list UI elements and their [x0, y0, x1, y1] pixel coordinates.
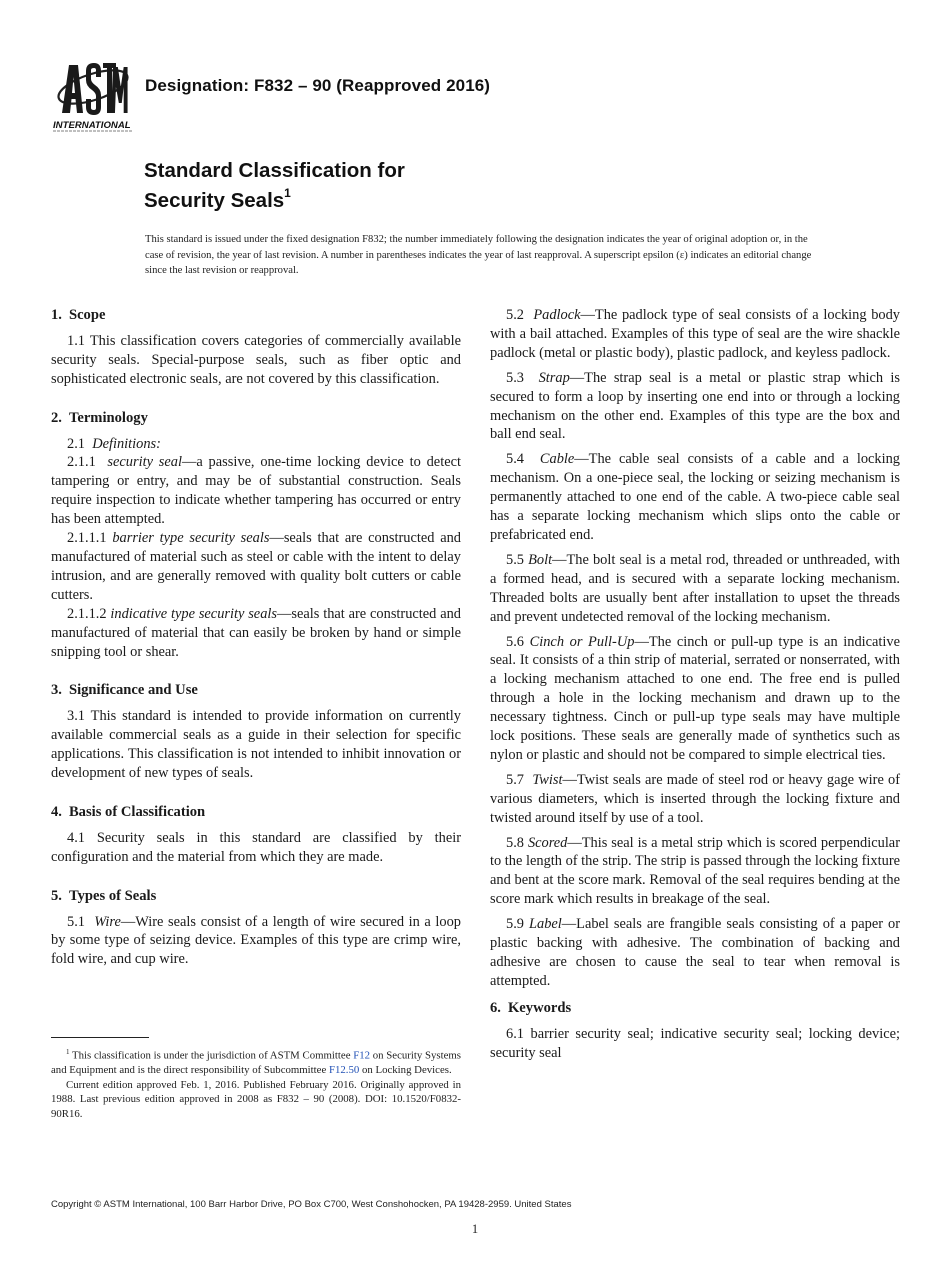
paragraph-5-3: 5.3 Strap—The strap seal is a metal or plastic strap which is secured to form a loop by inserting one end into or through a locking mechanism on the other end. Examples of this type are the box and ball end seal. [490, 369, 900, 443]
preamble: This standard is issued under the fixed designation F832; the number immediately following the designation indicates the year of original adoption or, in the case of revision, the year of last revision. A number in parentheses indicates the year of last reapproval. A superscript epsilon (ε) indicates an editorial change since the last revision or reapproval. [145, 234, 812, 276]
title-line-2: Security Seals$^1$ [144, 186, 291, 212]
committee-f12-link[interactable]: F12 [353, 1049, 371, 1062]
footnote-edition: Current edition approved Feb. 1, 2016. Published February 2016. Originally approved in 1988. Last previous edition approved in 2008 as F832 – 90 (2008). DOI: 10.1520/F0832-90R16. [51, 1078, 461, 1120]
section-heading-terminology: 2. Terminology [51, 409, 148, 426]
paragraph-3-1: 3.1 This standard is intended to provide information on currently available commercial seals as a guide in their selection for specific applications. This classification is not intended to inhibit innovation or development of new types of seals. [51, 708, 461, 782]
page-title [144, 158, 405, 213]
footnote [51, 1045, 461, 1122]
paragraph-2-1-1: 2.1.1 security seal—a passive, one-time locking device to detect tampering or entry, and may be of substantial construction. Seals require inspection to indicate whether tampering has occurred or entry has been attempted. [51, 454, 461, 528]
paragraph-5-4: 5.4 Cable—The cable seal consists of a cable and a locking mechanism. On a one-piece seal, the locking or seizing mechanism is permanently attached to one end of the cable. A two-piece cable seal has a separate locking mechanism which slips onto the cable or prefabricated end. [490, 451, 900, 543]
right-column [490, 306, 900, 1063]
paragraph-4-1: 4.1 Security seals in this standard are classified by their configuration and the material from which they are made. [51, 829, 461, 865]
section-heading-scope: 1. Scope [51, 307, 106, 323]
section-heading-basis: 4. Basis of Classification [51, 803, 206, 820]
paragraph-2-1: 2.1 Definitions: [67, 435, 161, 452]
footnote-divider [51, 1037, 149, 1038]
section-heading-keywords: 6. Keywords [490, 999, 572, 1016]
paragraph-2-1-1-2: 2.1.1.2 indicative type security seals—seals that are constructed and manufactured of material that can easily be broken by hand or simple snipping tool or shear. [51, 605, 461, 660]
designation: Designation: F832 – 90 (Reapproved 2016) [145, 76, 491, 95]
paragraph-2-1-1-1: 2.1.1.1 barrier type security seals—seals that are constructed and manufactured of material such as steel or cable with the intent to delay intrusion, and are generally removed with quality bolt cutters or cable cutters. [51, 530, 461, 603]
copyright-notice: Copyright © ASTM International, 100 Barr Harbor Drive, PO Box C700, West Conshohocken, PA 19428-2959. United States [51, 1199, 572, 1210]
paragraph-5-8: 5.8 Scored—This seal is a metal strip which is scored perpendicular to the length of the strip. The strip is passed through the locking fixture and bent at the score mark. Removal of the seal requires bending at the score mark which results in breakage of the seal. [490, 834, 900, 908]
paragraph-5-1: 5.1 Wire—Wire seals consist of a length of wire secured in a loop by some type of seizing device. Examples of this type are crimp wire, fold wire, and cup wire. [51, 913, 461, 968]
paragraph-5-5: 5.5 Bolt—The bolt seal is a metal rod, threaded or unthreaded, with a formed head, and is secured with a separate locking mechanism. Threaded bolts are usually bent after installation to upset the threads and prevent undetected removal of the locking mechanism. [490, 551, 900, 625]
paragraph-5-2: 5.2 Padlock—The padlock type of seal consists of a locking body with a bail attached. Examples of this type of seal are the wire shackle padlock (metal or plastic body), plastic padlock, and keyless padlock. [490, 307, 901, 361]
paragraph-5-7: 5.7 Twist—Twist seals are made of steel rod or heavy gage wire of various diameters, which is inserted through the locking fixture and twisted around itself by use of a tool. [490, 771, 900, 826]
astm-logo-icon [52, 57, 134, 132]
title-line-1: Standard Classification for [144, 159, 405, 182]
svg-text:INTERNATIONAL: INTERNATIONAL [53, 120, 131, 131]
footnote-jurisdiction: $^1$ This classification is under the jurisdiction of ASTM Committee F12 on Security Systems and Equipment and is the direct responsibility of Subcommittee F12.50 on Locking Devices. [51, 1048, 461, 1077]
section-heading-significance: 3. Significance and Use [51, 682, 198, 699]
page-number: 1 [471, 1222, 479, 1236]
title-footnote-ref[interactable]: 1 [284, 186, 291, 200]
left-column [51, 306, 461, 969]
paragraph-6-1: 6.1 barrier security seal; indicative security seal; locking device; security seal [490, 1025, 900, 1061]
astm-logo [52, 57, 134, 132]
paragraph-1-1: 1.1 This classification covers categories of commercially available security seals. Special-purpose seals, such as fiber optic and sophisticated electronic seals, are not covered by this classification. [51, 332, 461, 387]
subcommittee-f12-50-link[interactable]: F12.50 [328, 1064, 360, 1077]
paragraph-5-9: 5.9 Label—Label seals are frangible seals consisting of a paper or plastic backing with adhesive. The combination of backing and adhesive are chosen to cause the seal to tear when removal is attempted. [490, 916, 900, 989]
section-heading-types: 5. Types of Seals [51, 887, 157, 904]
paragraph-5-6: 5.6 Cinch or Pull-Up—The cinch or pull-up type is an indicative seal. It consists of a thin strip of material, serrated or nonserrated, with a locking mechanism attached to one end. The free end is pulled through a hole in the locking mechanism and drawn up to the necessary tightness. Cinch or pull-up type seals may have multiple lock positions. These seals are generally made of synthetics such as nylon or plastic and should not be compared to simple electrical ties. [490, 633, 900, 763]
